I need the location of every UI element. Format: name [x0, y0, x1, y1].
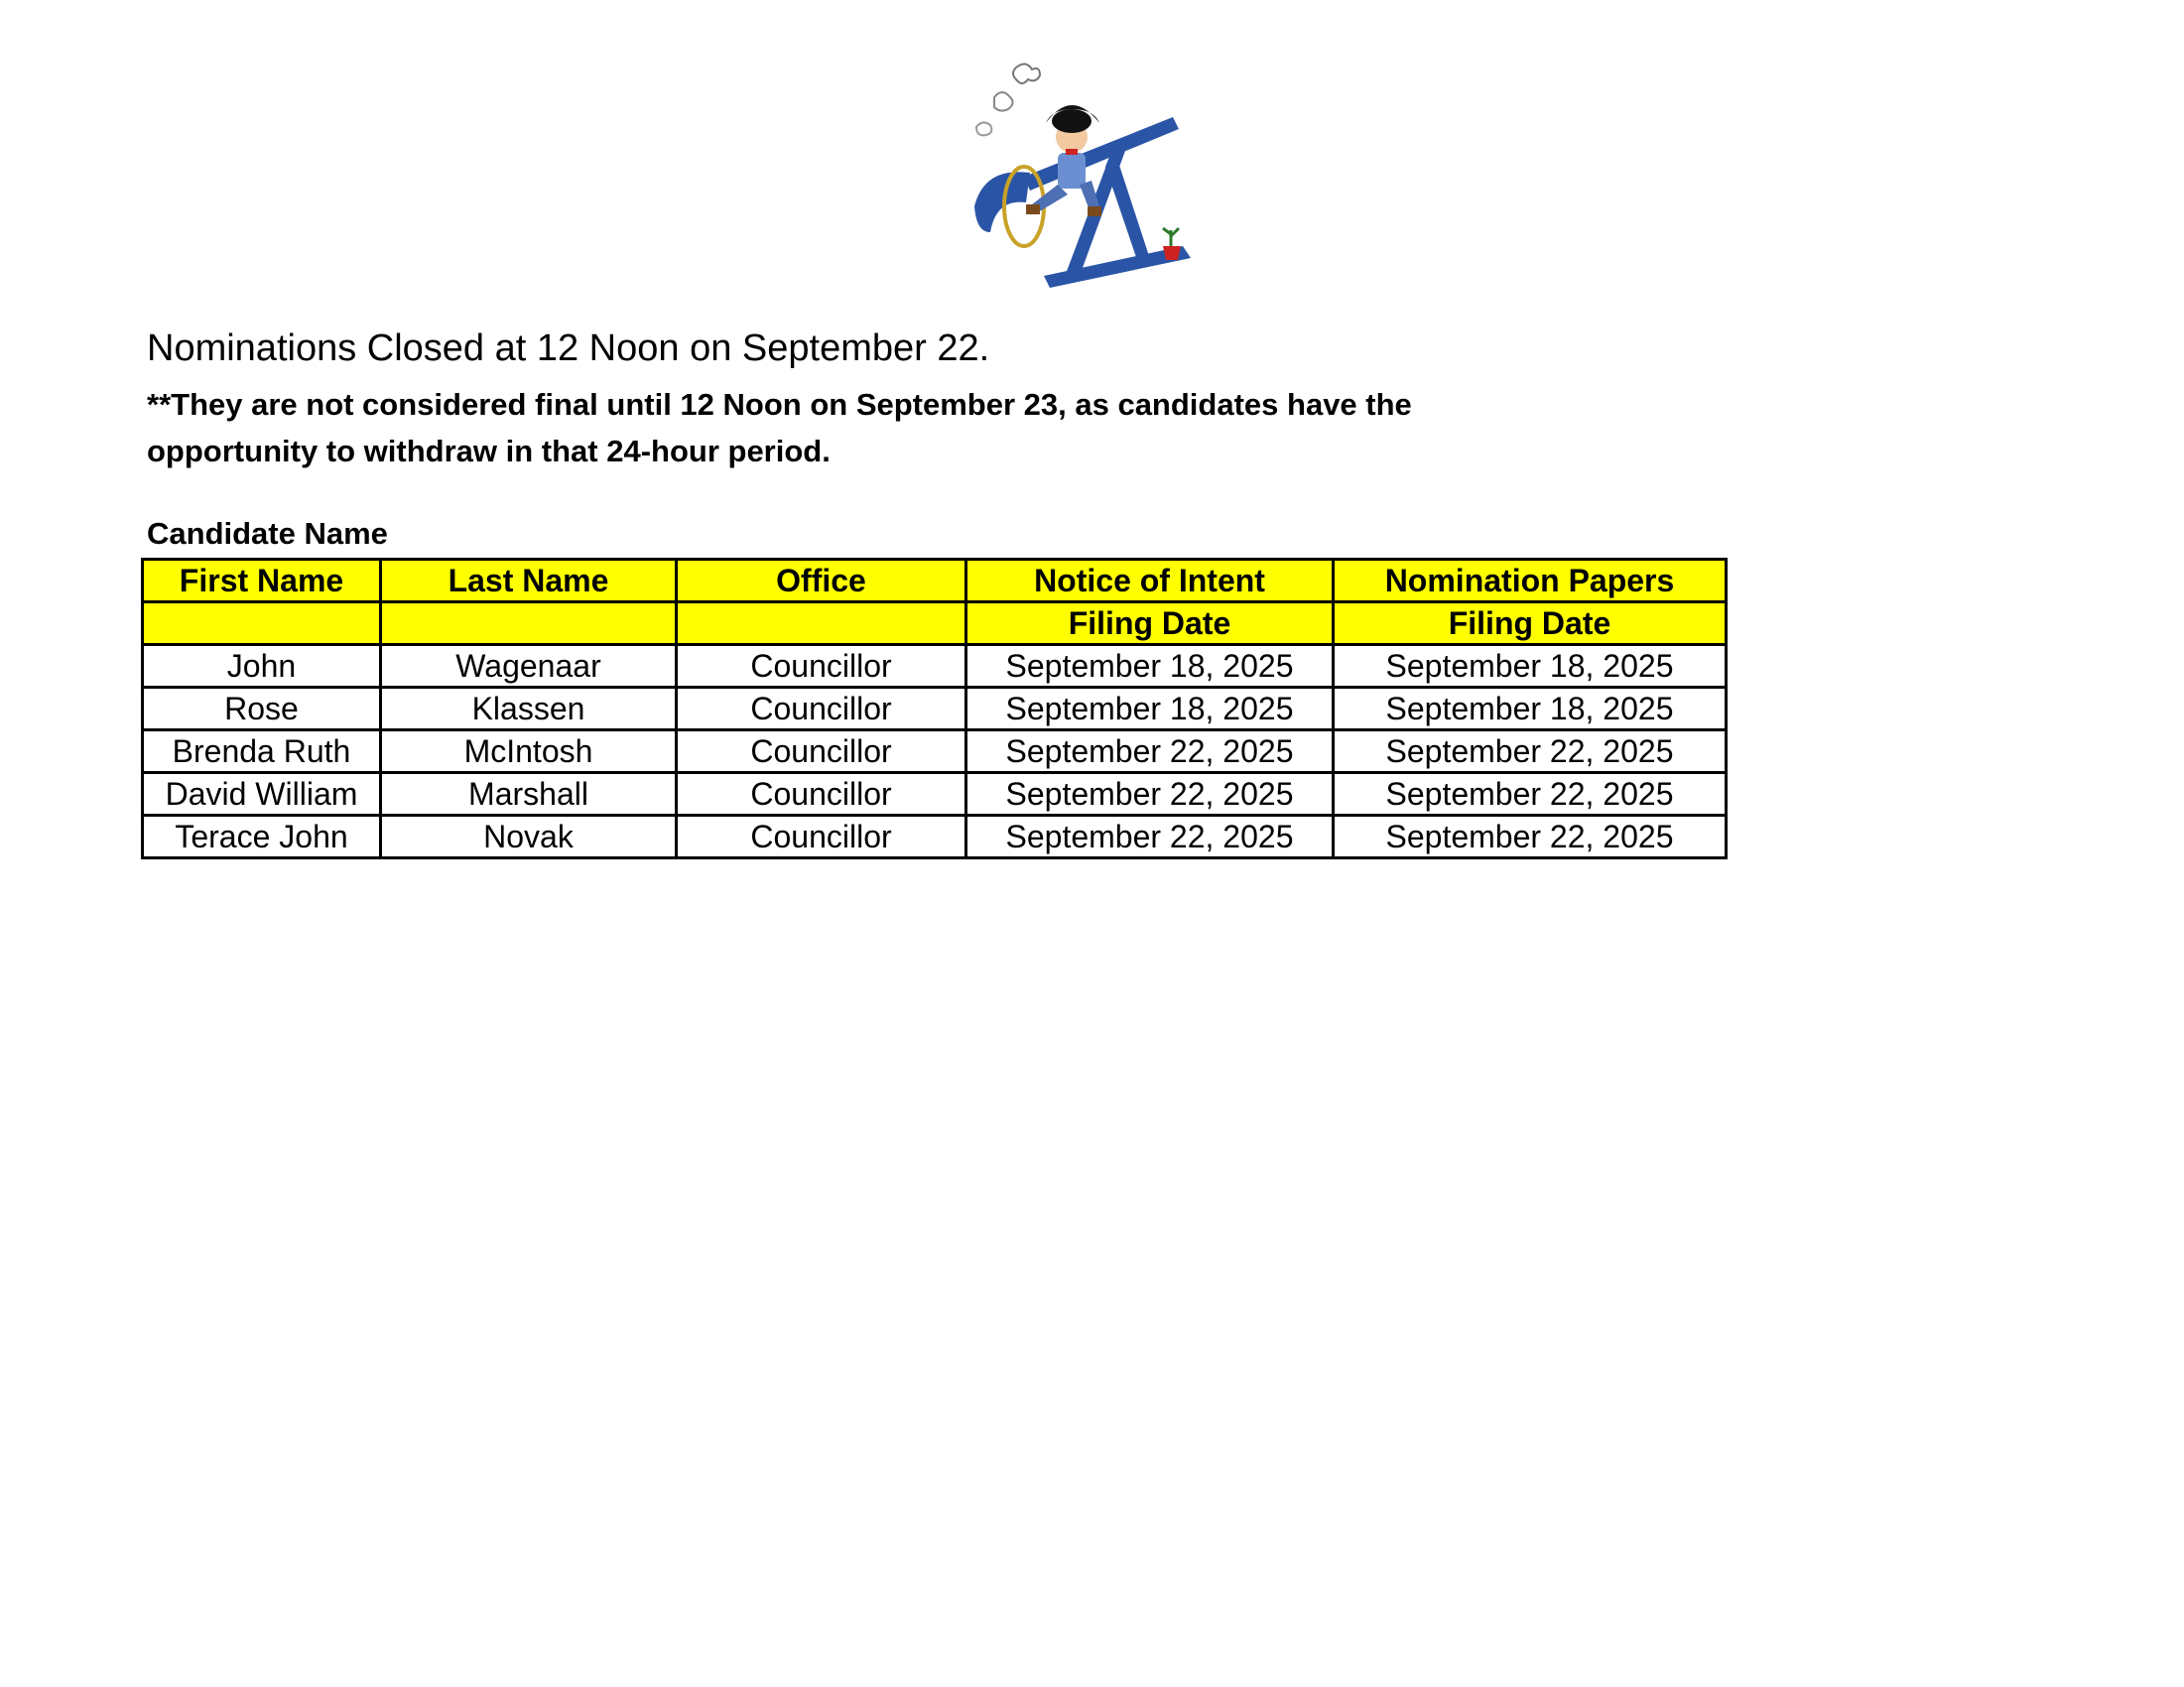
office-cell: Councillor — [677, 645, 966, 688]
papers-date-cell: September 22, 2025 — [1334, 773, 1727, 816]
first-name-cell: David William — [143, 773, 381, 816]
papers-date-cell: September 22, 2025 — [1334, 816, 1727, 858]
column-subheader — [143, 602, 381, 645]
intent-date-cell: September 22, 2025 — [966, 730, 1334, 773]
column-subheader — [381, 602, 677, 645]
first-name-cell: John — [143, 645, 381, 688]
intent-date-cell: September 18, 2025 — [966, 688, 1334, 730]
first-name-cell: Brenda Ruth — [143, 730, 381, 773]
last-name-cell: McIntosh — [381, 730, 677, 773]
oil-pumpjack-cowboy-logo-icon — [955, 58, 1203, 288]
papers-date-cell: September 22, 2025 — [1334, 730, 1727, 773]
office-cell: Councillor — [677, 816, 966, 858]
intent-date-cell: September 22, 2025 — [966, 816, 1334, 858]
last-name-cell: Novak — [381, 816, 677, 858]
table-row — [143, 688, 1727, 730]
intent-date-cell: September 18, 2025 — [966, 645, 1334, 688]
column-subheader: Filing Date — [1334, 602, 1727, 645]
first-name-cell: Rose — [143, 688, 381, 730]
page-title: Nominations Closed at 12 Noon on September 22. — [147, 327, 990, 369]
column-header: Office — [677, 560, 966, 602]
column-header: Last Name — [381, 560, 677, 602]
table-row — [143, 730, 1727, 773]
office-cell: Councillor — [677, 730, 966, 773]
withdrawal-note: **They are not considered final until 12 Noon on September 23, as candidates have the opportunity to withdraw in that 24-hour period. — [147, 387, 1412, 468]
column-subheader — [677, 602, 966, 645]
papers-date-cell: September 18, 2025 — [1334, 688, 1727, 730]
table-header-row — [143, 560, 1727, 602]
intent-date-cell: September 22, 2025 — [966, 773, 1334, 816]
column-header: Nomination Papers — [1334, 560, 1727, 602]
last-name-cell: Marshall — [381, 773, 677, 816]
first-name-cell: Terace John — [143, 816, 381, 858]
office-cell: Councillor — [677, 688, 966, 730]
table-caption: Candidate Name — [147, 516, 388, 551]
last-name-cell: Wagenaar — [381, 645, 677, 688]
table-row — [143, 816, 1727, 858]
column-subheader: Filing Date — [966, 602, 1334, 645]
last-name-cell: Klassen — [381, 688, 677, 730]
table-row — [143, 773, 1727, 816]
office-cell: Councillor — [677, 773, 966, 816]
table-row — [143, 645, 1727, 688]
table-subheader-row — [143, 602, 1727, 645]
papers-date-cell: September 18, 2025 — [1334, 645, 1727, 688]
column-header: First Name — [143, 560, 381, 602]
nominations-table — [141, 558, 1728, 859]
column-header: Notice of Intent — [966, 560, 1334, 602]
